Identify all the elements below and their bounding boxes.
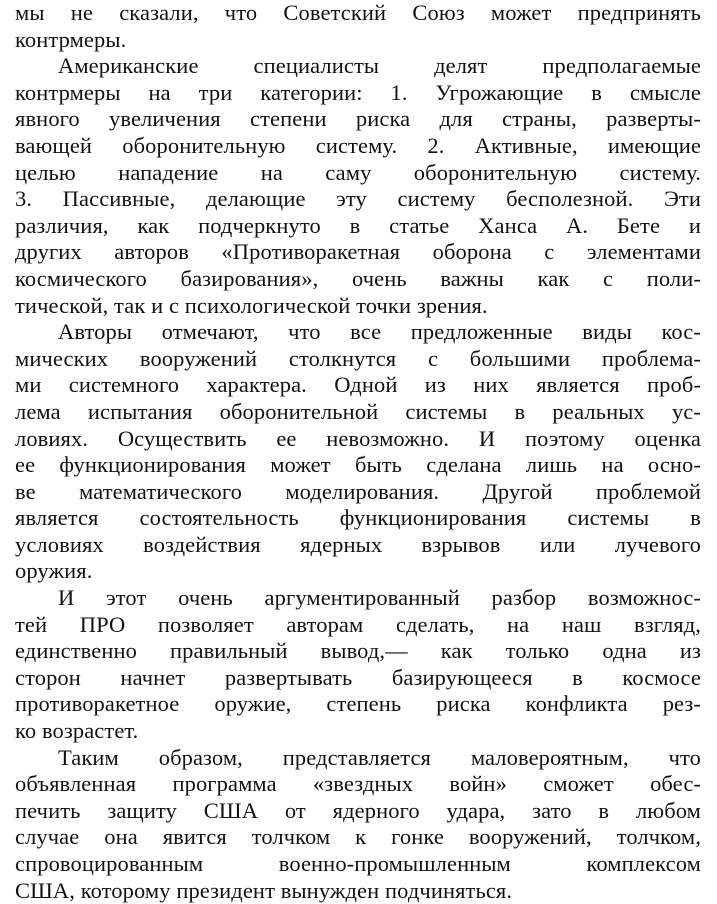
text-line: мических вооружений столкнутся с большими проблема- [15,345,701,371]
text-line: спровоцированным военно-промышленным комплексом [15,851,701,876]
text-line: объявленная программа «звездных войн» сможет обес- [15,771,701,797]
text-line: является состоятельность функционирования системы в [15,505,701,531]
text-line: случае она явится толчком к гонке вооружений, толчком, [15,824,701,850]
text-line: условиях воздействия ядерных взрывов или лучевого [15,531,701,557]
text-line: оружия. [15,558,93,584]
text-line: тической, так и с психологической точки зрения. [15,292,488,318]
text-line: контрмеры на три категории: 1. Угрожающие в смысле [15,79,701,105]
text-line: противоракетное оружие, степень риска конфликта рез- [15,691,701,717]
text-line: ми системного характера. Одной из них является проб- [15,372,701,398]
text-line: ко возрастет. [15,718,139,744]
text-line: 3. Пассивные, делающие эту систему бесполезной. Эти [15,186,701,212]
text-line: тей ПРО позволяет авторам сделать, на наш взгляд, [15,611,701,637]
text-line: лема испытания оборонительной системы в реальных ус- [15,398,701,424]
text-line: целью нападение на саму оборонительную систему. [15,159,701,185]
text-line: вающей оборонительную систему. 2. Активные, имеющие [15,132,701,158]
text-line: явного увеличения степени риска для страны, разверты- [15,106,701,132]
text-line: Авторы отмечают, что все предложенные виды кос- [58,319,701,345]
document-page [15,0,701,904]
text-line: ловиях. Осуществить ее невозможно. И поэтому оценка [15,425,701,451]
text-line: космического базирования», очень важны как с поли- [15,265,701,291]
text-line: различия, как подчеркнуто в статье Ханса А. Бете и [15,212,701,238]
text-line: единственно правильный вывод,— как только одна из [15,638,701,664]
text-line: США, которому президент вынужден подчиняться. [15,877,513,903]
text-line: ве математического моделирования. Другой проблемой [15,478,701,504]
text-line: И этот очень аргументированный разбор возможнос- [58,585,701,611]
text-line: мы не сказали, что Советский Союз может предпринять [15,0,701,25]
text-line: сторон начнет развертывать базирующееся в космосе [15,664,701,690]
text-line: других авторов «Противоракетная оборона с элементами [15,239,701,265]
text-line: ее функционирования может быть сделана лишь на осно- [15,452,701,478]
text-line: печить защиту США от ядерного удара, зато в любом [15,797,701,823]
text-line: контрмеры. [15,26,127,52]
text-line: Таким образом, представляется маловероятным, что [58,744,701,770]
text-line: Американские специалисты делят предполагаемые [58,53,701,79]
